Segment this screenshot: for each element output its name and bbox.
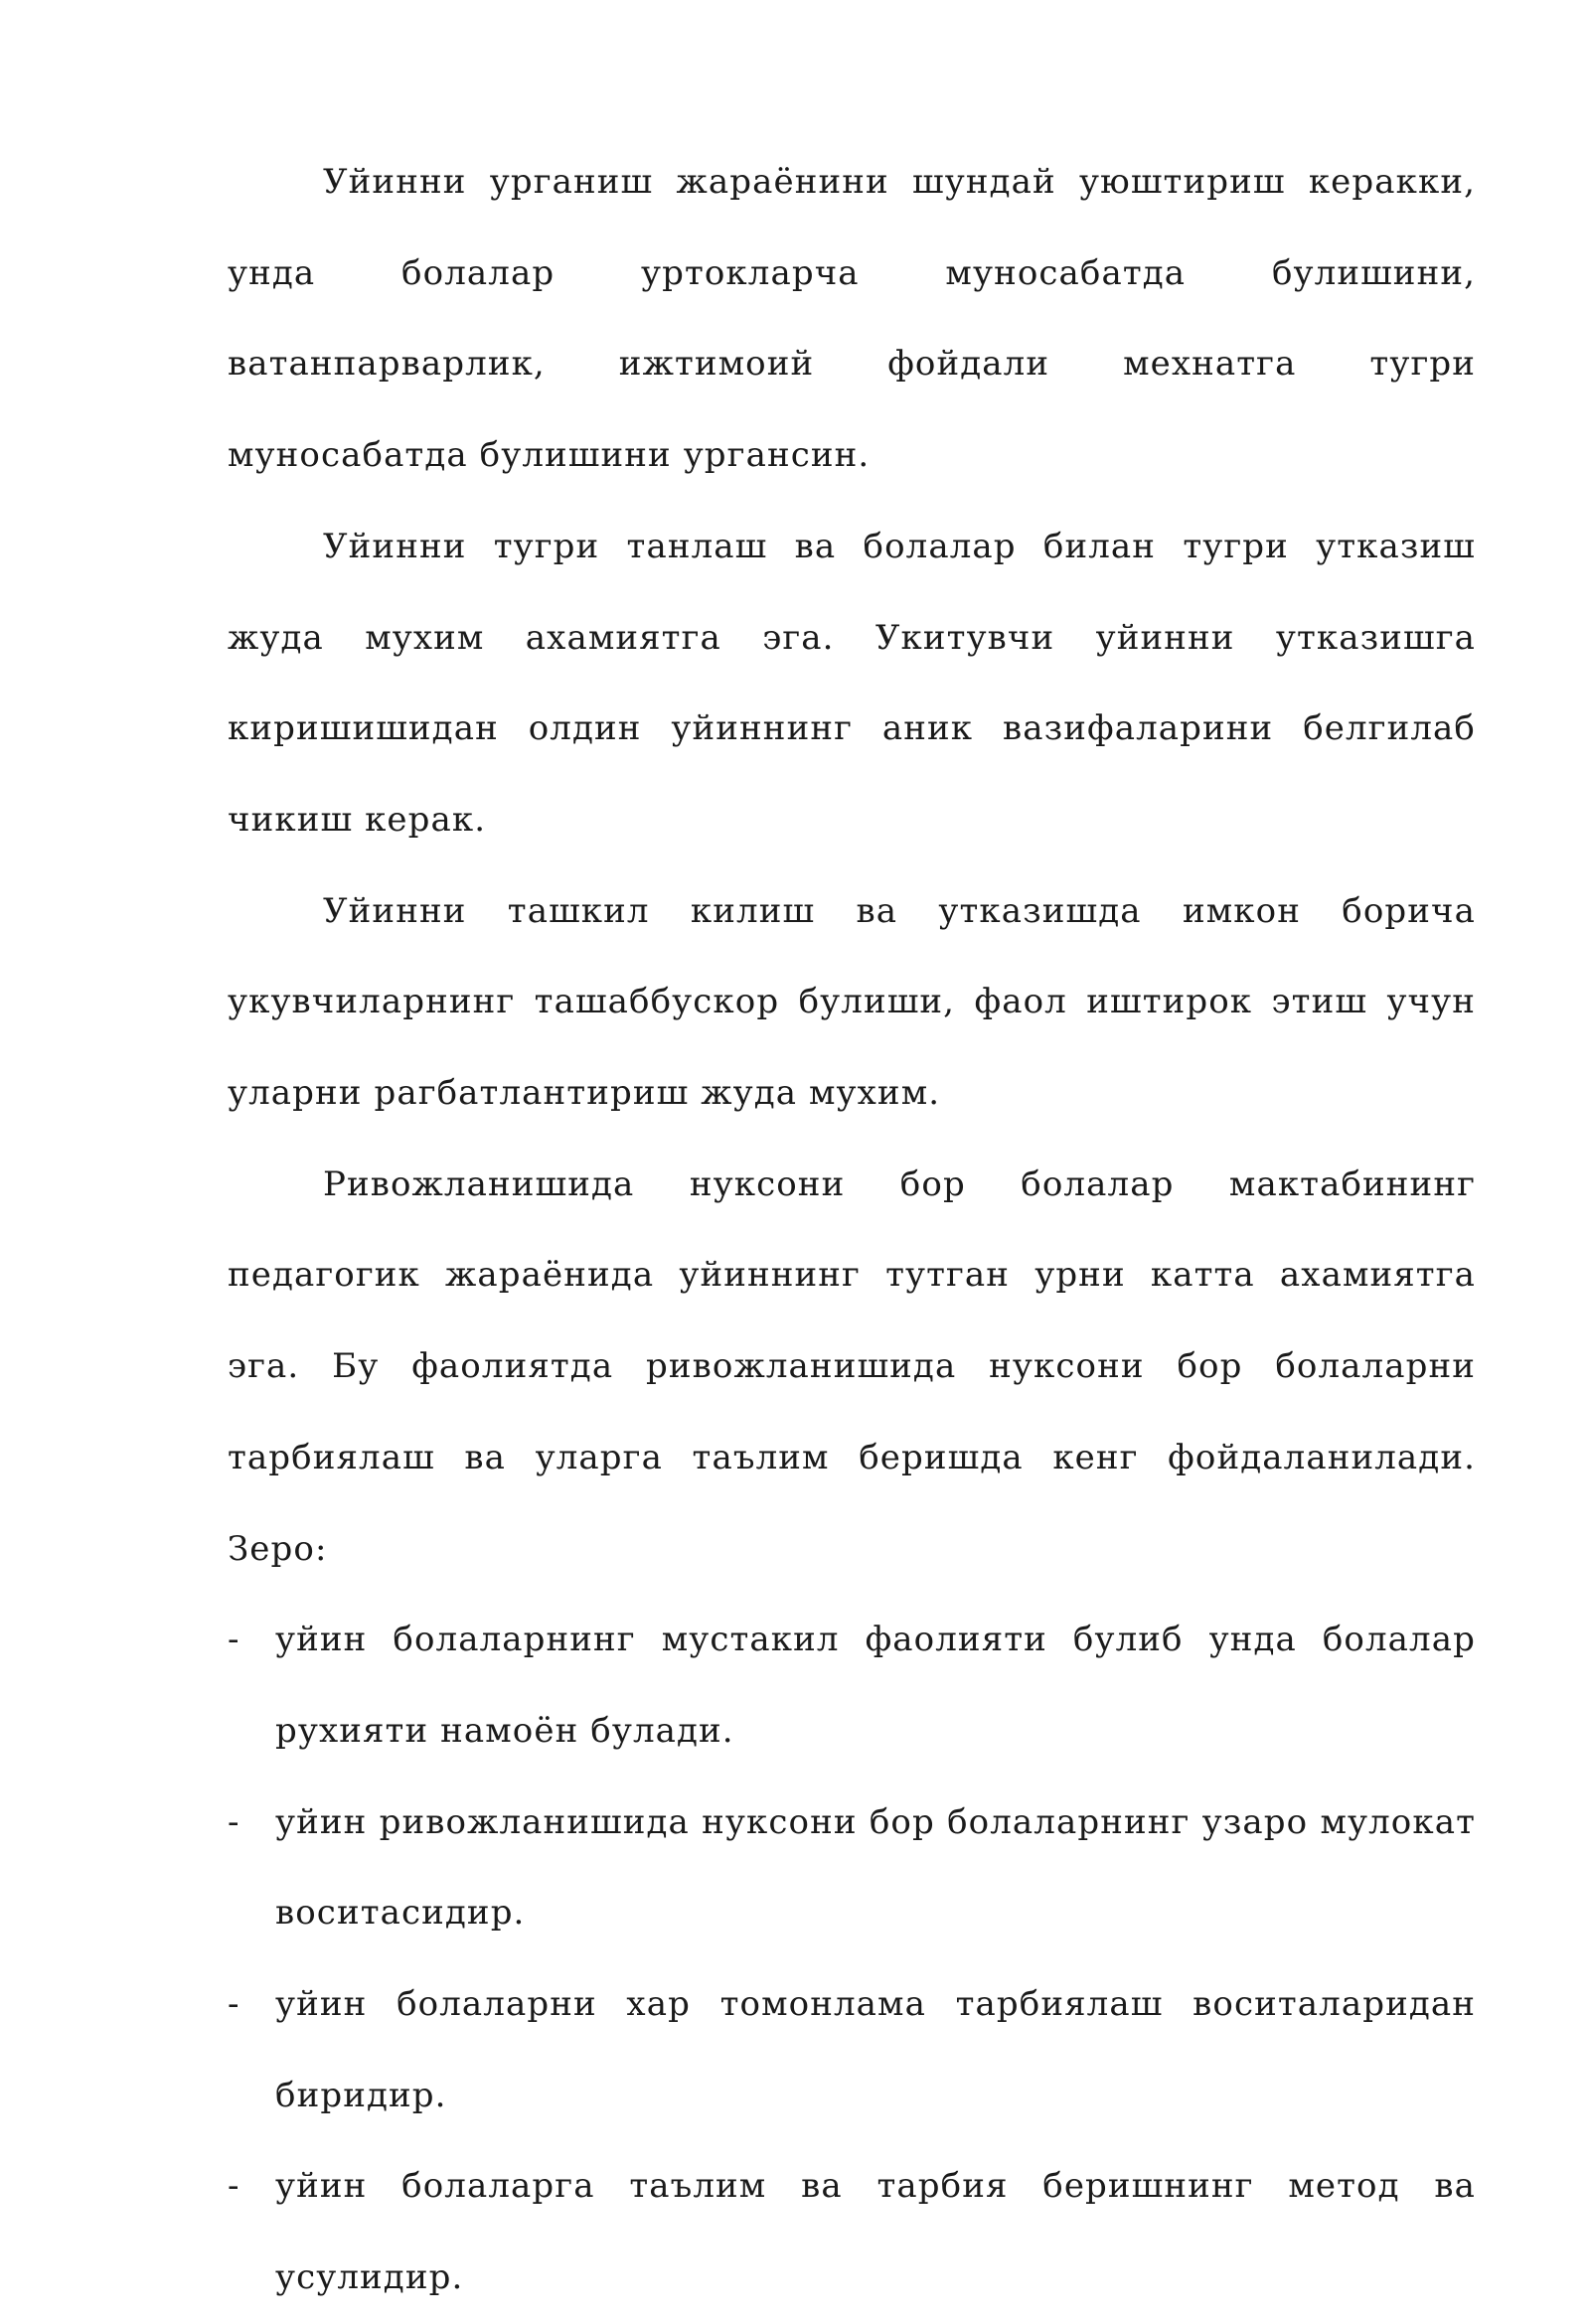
paragraph-3: Уйинни ташкил килиш ва утказишда имкон борича укувчиларнинг ташаббускор булиши, фаол иштирок этиш учун уларни рагбатлантириш жуда мухим. xyxy=(228,890,1476,1114)
list-item-text: уйин болаларга таълим ва тарбия беришнинг метод ва усулидир. xyxy=(275,2166,1476,2298)
list-marker: - xyxy=(228,1801,240,1842)
paragraph-1: Уйинни урганиш жараёнини шундай уюштириш керакки, унда болалар уртокларча муносабатда булишини, ватанпарварлик, ижтимоий фойдали мехнатга тугри муносабатда булишини ургансин. xyxy=(228,162,1476,476)
paragraph-4: Ривожланишида нуксони бор болалар мактабининг педагогик жараёнида уйиннинг тутган урни катта ахамиятга эга. Бу фаолиятда ривожланишида нуксони бор болаларни тарбиялаш ва уларга таълим беришда кенг фойдаланилади. Зеро: xyxy=(228,1163,1476,1569)
paragraph-2: Уйинни тугри танлаш ва болалар билан тугри утказиш жуда мухим ахамиятга эга. Укитувчи уйинни утказишга киришишидан олдин уйиннинг аник вазифаларини белгилаб чикиш керак. xyxy=(228,526,1476,840)
document-body xyxy=(228,137,1476,2324)
bullet-list xyxy=(228,1595,1476,2324)
list-item-text: уйин болаларнинг мустакил фаолияти булиб унда болалар рухияти намоён булади. xyxy=(275,1620,1476,1751)
list-marker: - xyxy=(228,2166,240,2207)
list-item-4 xyxy=(228,2141,1476,2323)
list-item-2 xyxy=(228,1778,1476,1959)
list-marker: - xyxy=(228,1984,240,2025)
list-item-text: уйин болаларни хар томонлама тарбиялаш воситаларидан биридир. xyxy=(275,1984,1476,2115)
list-item-3 xyxy=(228,1959,1476,2141)
list-item-1 xyxy=(228,1595,1476,1777)
list-item-text: уйин ривожланишида нуксони бор болаларнинг узаро мулокат воситасидир. xyxy=(275,1801,1476,1934)
list-marker: - xyxy=(228,1620,240,1660)
